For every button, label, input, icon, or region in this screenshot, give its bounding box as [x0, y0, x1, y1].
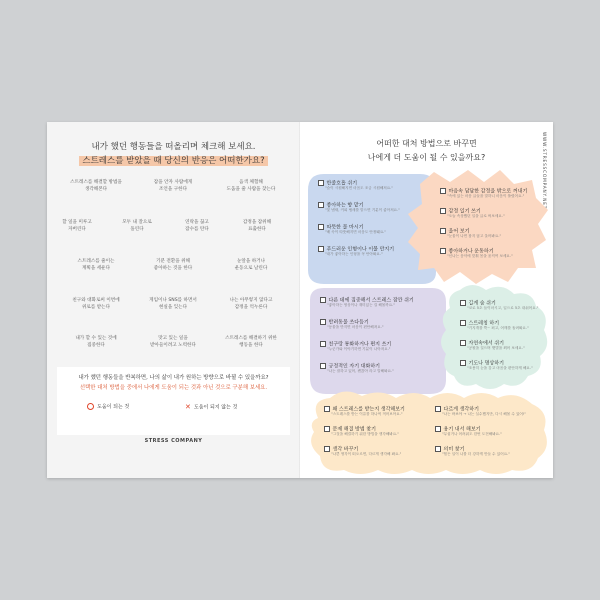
checkbox[interactable]	[440, 188, 446, 194]
option-item[interactable]	[440, 208, 540, 219]
option-label: 용기 내서 해보기	[443, 426, 481, 433]
option-example: "공원을 걸으며 햇볕을 쬐어 보세요."	[467, 346, 525, 351]
option-item[interactable]	[460, 340, 540, 351]
option-example: "배 속이 따뜻해지면 마음도 안정돼요."	[325, 230, 387, 235]
option-example: "좋아하는 영상이나 재미있는 걸 해볼까요."	[327, 303, 396, 308]
x-mark-icon: ✕	[185, 403, 191, 411]
option-item[interactable]	[320, 319, 438, 330]
reaction-cell[interactable]: 게임이나 SNS를 하면서 현실을 잊는다	[149, 298, 197, 310]
option-item[interactable]	[460, 320, 540, 331]
legend-not-helpful[interactable]	[185, 403, 237, 411]
checkbox[interactable]	[460, 360, 466, 366]
checkbox[interactable]	[320, 341, 326, 347]
option-item[interactable]	[318, 246, 436, 257]
option-example: "스트레스를 받는 이유를 하나씩 적어보아요."	[331, 412, 403, 417]
checkbox[interactable]	[435, 446, 441, 452]
question-line-2: 선택한 대처 방법을 중에서 나에게 도움이 되는 것과 아닌 것으로 구분해 보세요.	[79, 385, 268, 391]
option-example: "코로 5초 들이마시고, 입으로 5초 내쉬어요."	[467, 306, 539, 311]
option-example: "나는 바보야 → 나는 실수했지만, 다시 해볼 수 있어!"	[442, 412, 526, 417]
checkbox[interactable]	[324, 446, 330, 452]
option-example: "힘든 일이 나를 더 강하게 만들 수 있어요."	[442, 452, 510, 457]
left-subtitle	[47, 154, 300, 166]
option-item[interactable]	[324, 406, 424, 417]
option-item[interactable]	[318, 224, 436, 235]
reaction-cell[interactable]: 기분 전환을 위해 좋아하는 것을 한다	[153, 259, 193, 271]
option-label: 문제 해결 방법 찾기	[332, 426, 376, 433]
option-label: 생각 바꾸기	[332, 446, 359, 453]
option-label: 감정 일기 쓰기	[448, 208, 481, 215]
option-label: 울어 보기	[448, 228, 470, 235]
brand-footer: STRESS COMPANY	[144, 438, 203, 444]
option-example: "눈물이 나면 참지 않고 울어봐요."	[447, 234, 502, 239]
checkbox[interactable]	[460, 320, 466, 326]
option-item[interactable]	[320, 297, 438, 308]
checkbox[interactable]	[320, 363, 326, 369]
right-subtitle: 나에게 더 도움이 될 수 있을까요?	[367, 153, 486, 162]
option-item[interactable]	[435, 446, 535, 457]
option-example: "무섭거나 어려워도 한번 도전해봐요."	[442, 432, 502, 437]
checkbox[interactable]	[435, 426, 441, 432]
reaction-cell[interactable]: 친구와 대화로써 이번에 위로를 받는다	[72, 298, 120, 310]
reaction-grid	[57, 177, 290, 367]
checkbox[interactable]	[460, 340, 466, 346]
reaction-cell[interactable]: 스트레스를 해결하기 위한 행동을 한다	[225, 336, 277, 348]
option-label: 다른 데에 집중해서 스트레스 잠깐 쉬기	[328, 297, 414, 304]
option-label: 좋아하는 향 맡기	[326, 202, 364, 209]
option-item[interactable]	[440, 248, 540, 259]
option-example: "그것을 해결하기 위한 방법을 생각해봐요."	[331, 432, 400, 437]
left-page	[47, 122, 300, 478]
checkbox[interactable]	[460, 300, 466, 306]
checkbox[interactable]	[320, 319, 326, 325]
option-example: "기지개를 쭉~ 펴고, 어깨를 돌려봐요."	[467, 326, 529, 331]
option-item[interactable]	[435, 406, 535, 417]
option-example: "나쁜 생각이 떠오르면, 다르게 생각해 봐요."	[331, 452, 402, 457]
option-example: "동물을 만지면 마음이 편안해져요."	[327, 325, 384, 330]
checkbox[interactable]	[318, 246, 324, 252]
option-label: 스트레칭 하기	[468, 320, 500, 327]
reaction-cell[interactable]: 맛고 있는 일을 받아들이려고 노력한다	[150, 336, 196, 348]
option-label: 따뜻한 물 마시기	[326, 224, 364, 231]
option-example: "속에 있는 마음 글들을 말하니 마음이 풀렸어요."	[447, 194, 525, 199]
option-label: 친구랑 통화하거나 편지 쓰기	[328, 341, 392, 348]
question-box	[57, 367, 290, 435]
side-url-text: WWW.STRESSCOMPANY.NET	[541, 132, 546, 210]
option-item[interactable]	[460, 300, 540, 311]
option-label: 자연속에서 쉬기	[468, 340, 504, 347]
option-item[interactable]	[324, 446, 424, 457]
checkbox[interactable]	[318, 180, 324, 186]
circle-mark-icon	[87, 403, 94, 410]
option-example: "누군가와 이야기하면 기분이 나아져요."	[327, 347, 391, 352]
reaction-cell[interactable]: 스트레스를 줄이는 계획을 세운다	[77, 259, 115, 271]
checkbox[interactable]	[324, 406, 330, 412]
reaction-cell[interactable]: 나는 아무렇지 않다고 감정을 억누른다	[229, 298, 273, 310]
option-label: 기도나 명상하기	[468, 360, 504, 367]
option-label: 푸드러운 인형이나 이불 만지기	[326, 246, 395, 253]
legend-helpful[interactable]	[87, 403, 129, 410]
option-example: "나는 잘하고 있어, 괜찮아 라고 말해봐요."	[327, 369, 394, 374]
checkbox[interactable]	[440, 208, 446, 214]
left-subtitle-highlight: 스트레스를 받았을 때 당신의 반응은 어떠한가요?	[79, 156, 267, 166]
question-line-1: 내가 했던 행동들을 반복하면, 나의 삶이 내가 원하는 방향으로 바뀔 수 있을까요?	[78, 375, 269, 381]
checkbox[interactable]	[324, 426, 330, 432]
legend-not-helpful-label: 도움이 되지 않는 것	[193, 404, 238, 411]
reaction-cell[interactable]: 할 일을 미루고 자버린다	[62, 220, 92, 232]
option-item[interactable]	[440, 188, 540, 199]
option-item[interactable]	[440, 228, 540, 239]
reaction-cell[interactable]: 스트레스를 해결할 방법을 생각해본다	[70, 180, 122, 192]
reaction-cell[interactable]: 잠을 안자 사람에게 조언을 구한다	[153, 180, 193, 192]
option-example: "숨이 시원해지면 마음도 조금 시원해져요."	[325, 186, 394, 191]
option-item[interactable]	[318, 180, 436, 191]
legend-helpful-label: 도움이 되는 것	[97, 404, 130, 410]
option-item[interactable]	[460, 360, 540, 371]
option-example: "오늘 속상했던 일을 글로 써보세요."	[447, 214, 505, 219]
option-example: "내가 좋아하는 인형을 꼭 안아봐요."	[325, 252, 383, 257]
option-label: 긍정적인 자기 대화하기	[328, 363, 380, 370]
option-example: "꽃 냄새, 커피 냄새를 맡으면 기분이 좋아져요."	[325, 208, 400, 213]
checkbox[interactable]	[440, 248, 446, 254]
option-item[interactable]	[318, 202, 436, 213]
option-label: 왜 스트레스를 받는지 생각해보기	[332, 406, 405, 413]
option-label: 마음속 답답한 감정을 밖으로 꺼내기	[448, 188, 528, 195]
checkbox[interactable]	[318, 224, 324, 230]
option-item[interactable]	[320, 363, 438, 374]
reaction-cell[interactable]: 모두 내 잘으로 돌린다	[122, 220, 152, 232]
right-page	[300, 122, 553, 478]
reaction-cell[interactable]: 음색 체험해 도움을 줄 사람을 찾는다	[226, 180, 276, 192]
reaction-cell[interactable]: 눈앞을 하거나 운동으로 날린다	[234, 259, 268, 271]
booklet-spread	[47, 122, 553, 478]
option-label: 길게 숨 쉬기	[468, 300, 496, 307]
option-label: 반려동물 쓰다듬기	[328, 319, 369, 326]
option-label: 다르게 생각하기	[443, 406, 479, 413]
option-label: 한줄호흡 쉬기	[326, 180, 358, 187]
checkbox[interactable]	[440, 228, 446, 234]
checkbox[interactable]	[435, 406, 441, 412]
reaction-cell[interactable]: 내가 할 수 있는 것에 집중한다	[75, 336, 117, 348]
option-item[interactable]	[320, 341, 438, 352]
reaction-cell[interactable]: 감정을 잠위해 표출한다	[242, 220, 272, 232]
option-label: 의미 찾기	[443, 446, 465, 453]
option-item[interactable]	[435, 426, 535, 437]
checkbox[interactable]	[318, 202, 324, 208]
left-title: 내가 했던 행동들을 떠올리며 체크해 보세요.	[91, 142, 256, 152]
reaction-cell[interactable]: 연락을 끊고 잠수를 탄다	[185, 220, 209, 232]
option-example: "신나는 음악에 맞춰 몸을 움직여 보세요."	[447, 254, 513, 259]
option-item[interactable]	[324, 426, 424, 437]
checkbox[interactable]	[320, 297, 326, 303]
option-label: 좋아하거나 운동하기	[448, 248, 494, 255]
right-title: 어떠한 대처 방법으로 바꾸면	[376, 139, 477, 148]
option-example: "조용히 눈을 감고 마음을 편안하게 해요."	[467, 366, 533, 371]
